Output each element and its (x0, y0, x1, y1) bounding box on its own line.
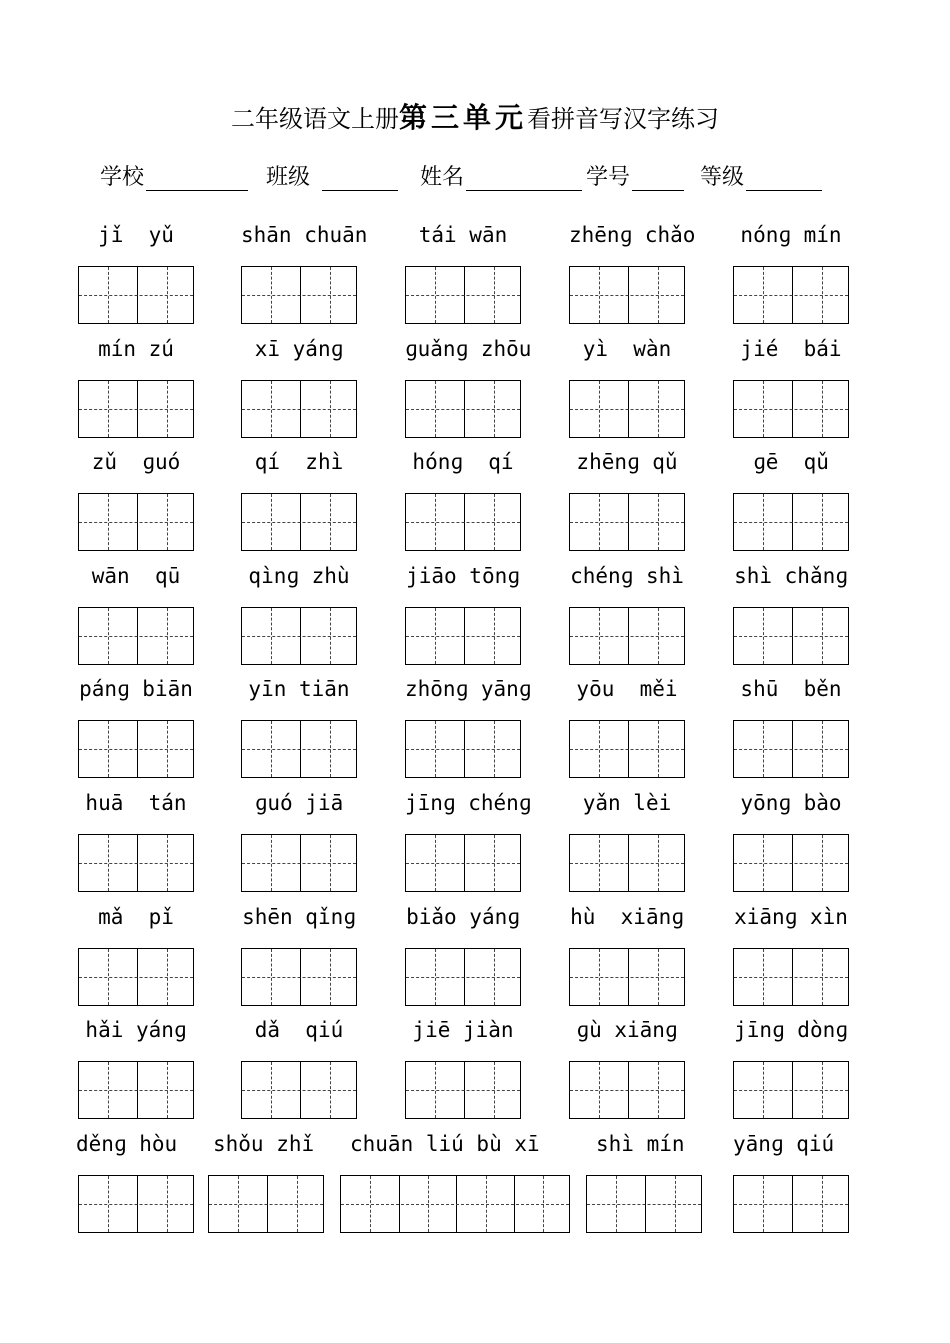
cell-guide-horizontal (734, 863, 848, 864)
writing-box[interactable] (78, 1175, 194, 1233)
cell-guide-horizontal (570, 409, 684, 410)
number-blank[interactable] (632, 162, 684, 191)
cell-guide-horizontal (734, 409, 848, 410)
pinyin-prompt: shū běn (740, 677, 842, 702)
pinyin-prompt: hù xiānɡ (570, 904, 684, 929)
grade-blank[interactable] (746, 162, 822, 191)
writing-box[interactable] (241, 380, 357, 438)
cell-guide-horizontal (406, 1090, 520, 1091)
cell-guide-horizontal (570, 977, 684, 978)
pinyin-prompt: jīnɡ dònɡ (734, 1018, 848, 1043)
pinyin-prompt: yǎn lèi (582, 791, 672, 815)
pinyin-prompt: ɡuǎnɡ zhōu (405, 336, 532, 361)
cell-guide-horizontal (242, 1090, 356, 1091)
pinyin-prompt: jǐ yǔ (98, 223, 174, 247)
pinyin-prompt: qí zhì (254, 450, 344, 475)
number-field[interactable] (586, 160, 684, 191)
cell-guide-horizontal (242, 522, 356, 523)
school-label: 学校 (100, 165, 145, 190)
cell-guide-horizontal (570, 749, 684, 750)
name-field[interactable] (420, 160, 582, 191)
writing-box[interactable] (78, 834, 194, 892)
writing-box[interactable] (569, 948, 685, 1006)
writing-box[interactable] (569, 720, 685, 778)
pinyin-prompt: chénɡ shì (570, 563, 684, 588)
pinyin-prompt: zhēnɡ chǎo (569, 223, 696, 247)
pinyin-prompt: qìnɡ zhù (248, 563, 350, 588)
cell-guide-horizontal (406, 863, 520, 864)
writing-box[interactable] (405, 266, 521, 324)
pinyin-prompt: ɡù xiānɡ (576, 1018, 678, 1043)
pinyin-prompt: wān qū (91, 563, 181, 588)
writing-box[interactable] (78, 607, 194, 665)
pinyin-prompt: yōu měi (576, 677, 678, 702)
cell-guide-horizontal (570, 295, 684, 296)
cell-guide-horizontal (406, 749, 520, 750)
pinyin-prompt: yānɡ qiú (733, 1131, 835, 1156)
pinyin-prompt: pánɡ biān (79, 677, 193, 702)
name-label: 姓名 (420, 165, 465, 190)
pinyin-prompt: yì wàn (582, 336, 672, 361)
writing-box[interactable] (241, 266, 357, 324)
writing-box[interactable] (78, 380, 194, 438)
cell-guide-horizontal (79, 1090, 193, 1091)
writing-box[interactable] (405, 834, 521, 892)
writing-box[interactable] (241, 720, 357, 778)
cell-guide-horizontal (734, 977, 848, 978)
writing-box[interactable] (405, 1061, 521, 1119)
pinyin-prompt: zhēnɡ qǔ (576, 450, 678, 475)
pinyin-prompt: jié bái (740, 336, 842, 361)
cell-guide-horizontal (570, 522, 684, 523)
number-label: 学号 (586, 165, 631, 190)
writing-box[interactable] (241, 1061, 357, 1119)
writing-box[interactable] (241, 493, 357, 551)
pinyin-prompt: tái wān (418, 223, 508, 247)
writing-box[interactable] (405, 493, 521, 551)
pinyin-prompt: huā tán (85, 791, 187, 815)
cell-guide-horizontal (79, 1204, 193, 1205)
pinyin-prompt: xī yánɡ (254, 336, 344, 361)
pinyin-prompt: jiē jiàn (412, 1018, 514, 1043)
writing-box[interactable] (733, 1061, 849, 1119)
cell-guide-horizontal (79, 749, 193, 750)
cell-guide-horizontal (570, 1090, 684, 1091)
cell-guide-horizontal (406, 636, 520, 637)
pinyin-prompt: chuān liú bù xī (350, 1131, 540, 1156)
writing-box[interactable] (241, 607, 357, 665)
pinyin-prompt: biǎo yánɡ (406, 904, 520, 929)
writing-box[interactable] (78, 720, 194, 778)
writing-box[interactable] (340, 1175, 570, 1233)
cell-guide-horizontal (734, 749, 848, 750)
writing-box[interactable] (241, 948, 357, 1006)
pinyin-prompt: mǎ pǐ (98, 904, 174, 929)
cell-guide-horizontal (79, 409, 193, 410)
cell-guide-horizontal (242, 409, 356, 410)
cell-guide-horizontal (734, 636, 848, 637)
writing-box[interactable] (569, 1061, 685, 1119)
class-field[interactable] (266, 160, 398, 191)
grade-label: 等级 (700, 165, 745, 190)
cell-guide-horizontal (79, 636, 193, 637)
cell-guide-horizontal (570, 636, 684, 637)
writing-box[interactable] (733, 607, 849, 665)
pinyin-prompt: děnɡ hòu (76, 1131, 178, 1156)
cell-guide-horizontal (406, 295, 520, 296)
pinyin-prompt: ɡē qǔ (753, 450, 829, 475)
writing-box[interactable] (405, 948, 521, 1006)
pinyin-prompt: dǎ qiú (254, 1018, 344, 1043)
pinyin-prompt: shǒu zhǐ (213, 1131, 315, 1156)
pinyin-prompt: mín zú (98, 336, 174, 361)
grade-field[interactable] (700, 160, 822, 191)
title-prefix: 二年级语文上册 (230, 105, 399, 133)
cell-guide-horizontal (734, 295, 848, 296)
pinyin-prompt: ɡuó jiā (254, 791, 344, 815)
cell-guide-horizontal (406, 409, 520, 410)
writing-box[interactable] (733, 948, 849, 1006)
cell-guide-horizontal (734, 522, 848, 523)
writing-box[interactable] (569, 607, 685, 665)
writing-box[interactable] (78, 948, 194, 1006)
cell-guide-horizontal (242, 863, 356, 864)
writing-box[interactable] (241, 834, 357, 892)
cell-guide-horizontal (734, 1204, 848, 1205)
writing-box[interactable] (586, 1175, 702, 1233)
pinyin-prompt: jiāo tōnɡ (406, 563, 520, 588)
pinyin-prompt: xiānɡ xìn (734, 904, 848, 929)
class-blank[interactable] (322, 162, 398, 191)
writing-box[interactable] (733, 834, 849, 892)
writing-box[interactable] (569, 380, 685, 438)
cell-guide-horizontal (209, 1204, 323, 1205)
class-label: 班级 (266, 165, 311, 190)
pinyin-prompt: shēn qǐnɡ (242, 904, 356, 929)
cell-guide-horizontal (734, 1090, 848, 1091)
pinyin-prompt: yīn tiān (248, 677, 350, 702)
cell-guide-horizontal (406, 522, 520, 523)
cell-guide-horizontal (79, 522, 193, 523)
writing-box[interactable] (208, 1175, 324, 1233)
title-unit: 第三单元 (398, 101, 527, 134)
writing-box[interactable] (78, 266, 194, 324)
pinyin-prompt: yōnɡ bào (740, 791, 842, 815)
writing-box[interactable] (78, 493, 194, 551)
student-info-row (0, 160, 950, 200)
writing-box[interactable] (733, 1175, 849, 1233)
pinyin-prompt: shì mín (596, 1131, 685, 1156)
writing-box[interactable] (405, 720, 521, 778)
pinyin-prompt: hǎi yánɡ (85, 1018, 187, 1043)
pinyin-prompt: zǔ ɡuó (91, 450, 181, 475)
pinyin-prompt: hónɡ qí (412, 450, 514, 475)
cell-guide-horizontal (406, 977, 520, 978)
cell-guide-horizontal (79, 295, 193, 296)
title-suffix: 看拼音写汉字练习 (527, 105, 719, 133)
writing-box[interactable] (733, 380, 849, 438)
cell-guide-horizontal (79, 977, 193, 978)
cell-guide-horizontal (242, 295, 356, 296)
cell-guide-horizontal (79, 863, 193, 864)
writing-box[interactable] (733, 720, 849, 778)
cell-guide-horizontal (587, 1204, 701, 1205)
writing-box[interactable] (569, 266, 685, 324)
writing-box[interactable] (78, 1061, 194, 1119)
cell-guide-horizontal (570, 863, 684, 864)
name-blank[interactable] (466, 162, 582, 191)
pinyin-prompt: jīnɡ chénɡ (405, 791, 532, 815)
writing-box[interactable] (569, 493, 685, 551)
pinyin-prompt: shì chǎnɡ (734, 563, 848, 588)
school-blank[interactable] (146, 162, 248, 191)
pinyin-prompt: zhōnɡ yānɡ (405, 677, 532, 702)
worksheet-title (0, 96, 950, 136)
pinyin-prompt: nónɡ mín (740, 223, 842, 247)
writing-box[interactable] (733, 266, 849, 324)
writing-box[interactable] (733, 493, 849, 551)
cell-guide-horizontal (242, 977, 356, 978)
cell-guide-horizontal (341, 1204, 569, 1205)
cell-guide-horizontal (242, 636, 356, 637)
writing-box[interactable] (405, 607, 521, 665)
cell-guide-horizontal (242, 749, 356, 750)
pinyin-prompt: shān chuān (241, 223, 368, 247)
writing-box[interactable] (569, 834, 685, 892)
writing-box[interactable] (405, 380, 521, 438)
school-field[interactable] (100, 160, 248, 191)
